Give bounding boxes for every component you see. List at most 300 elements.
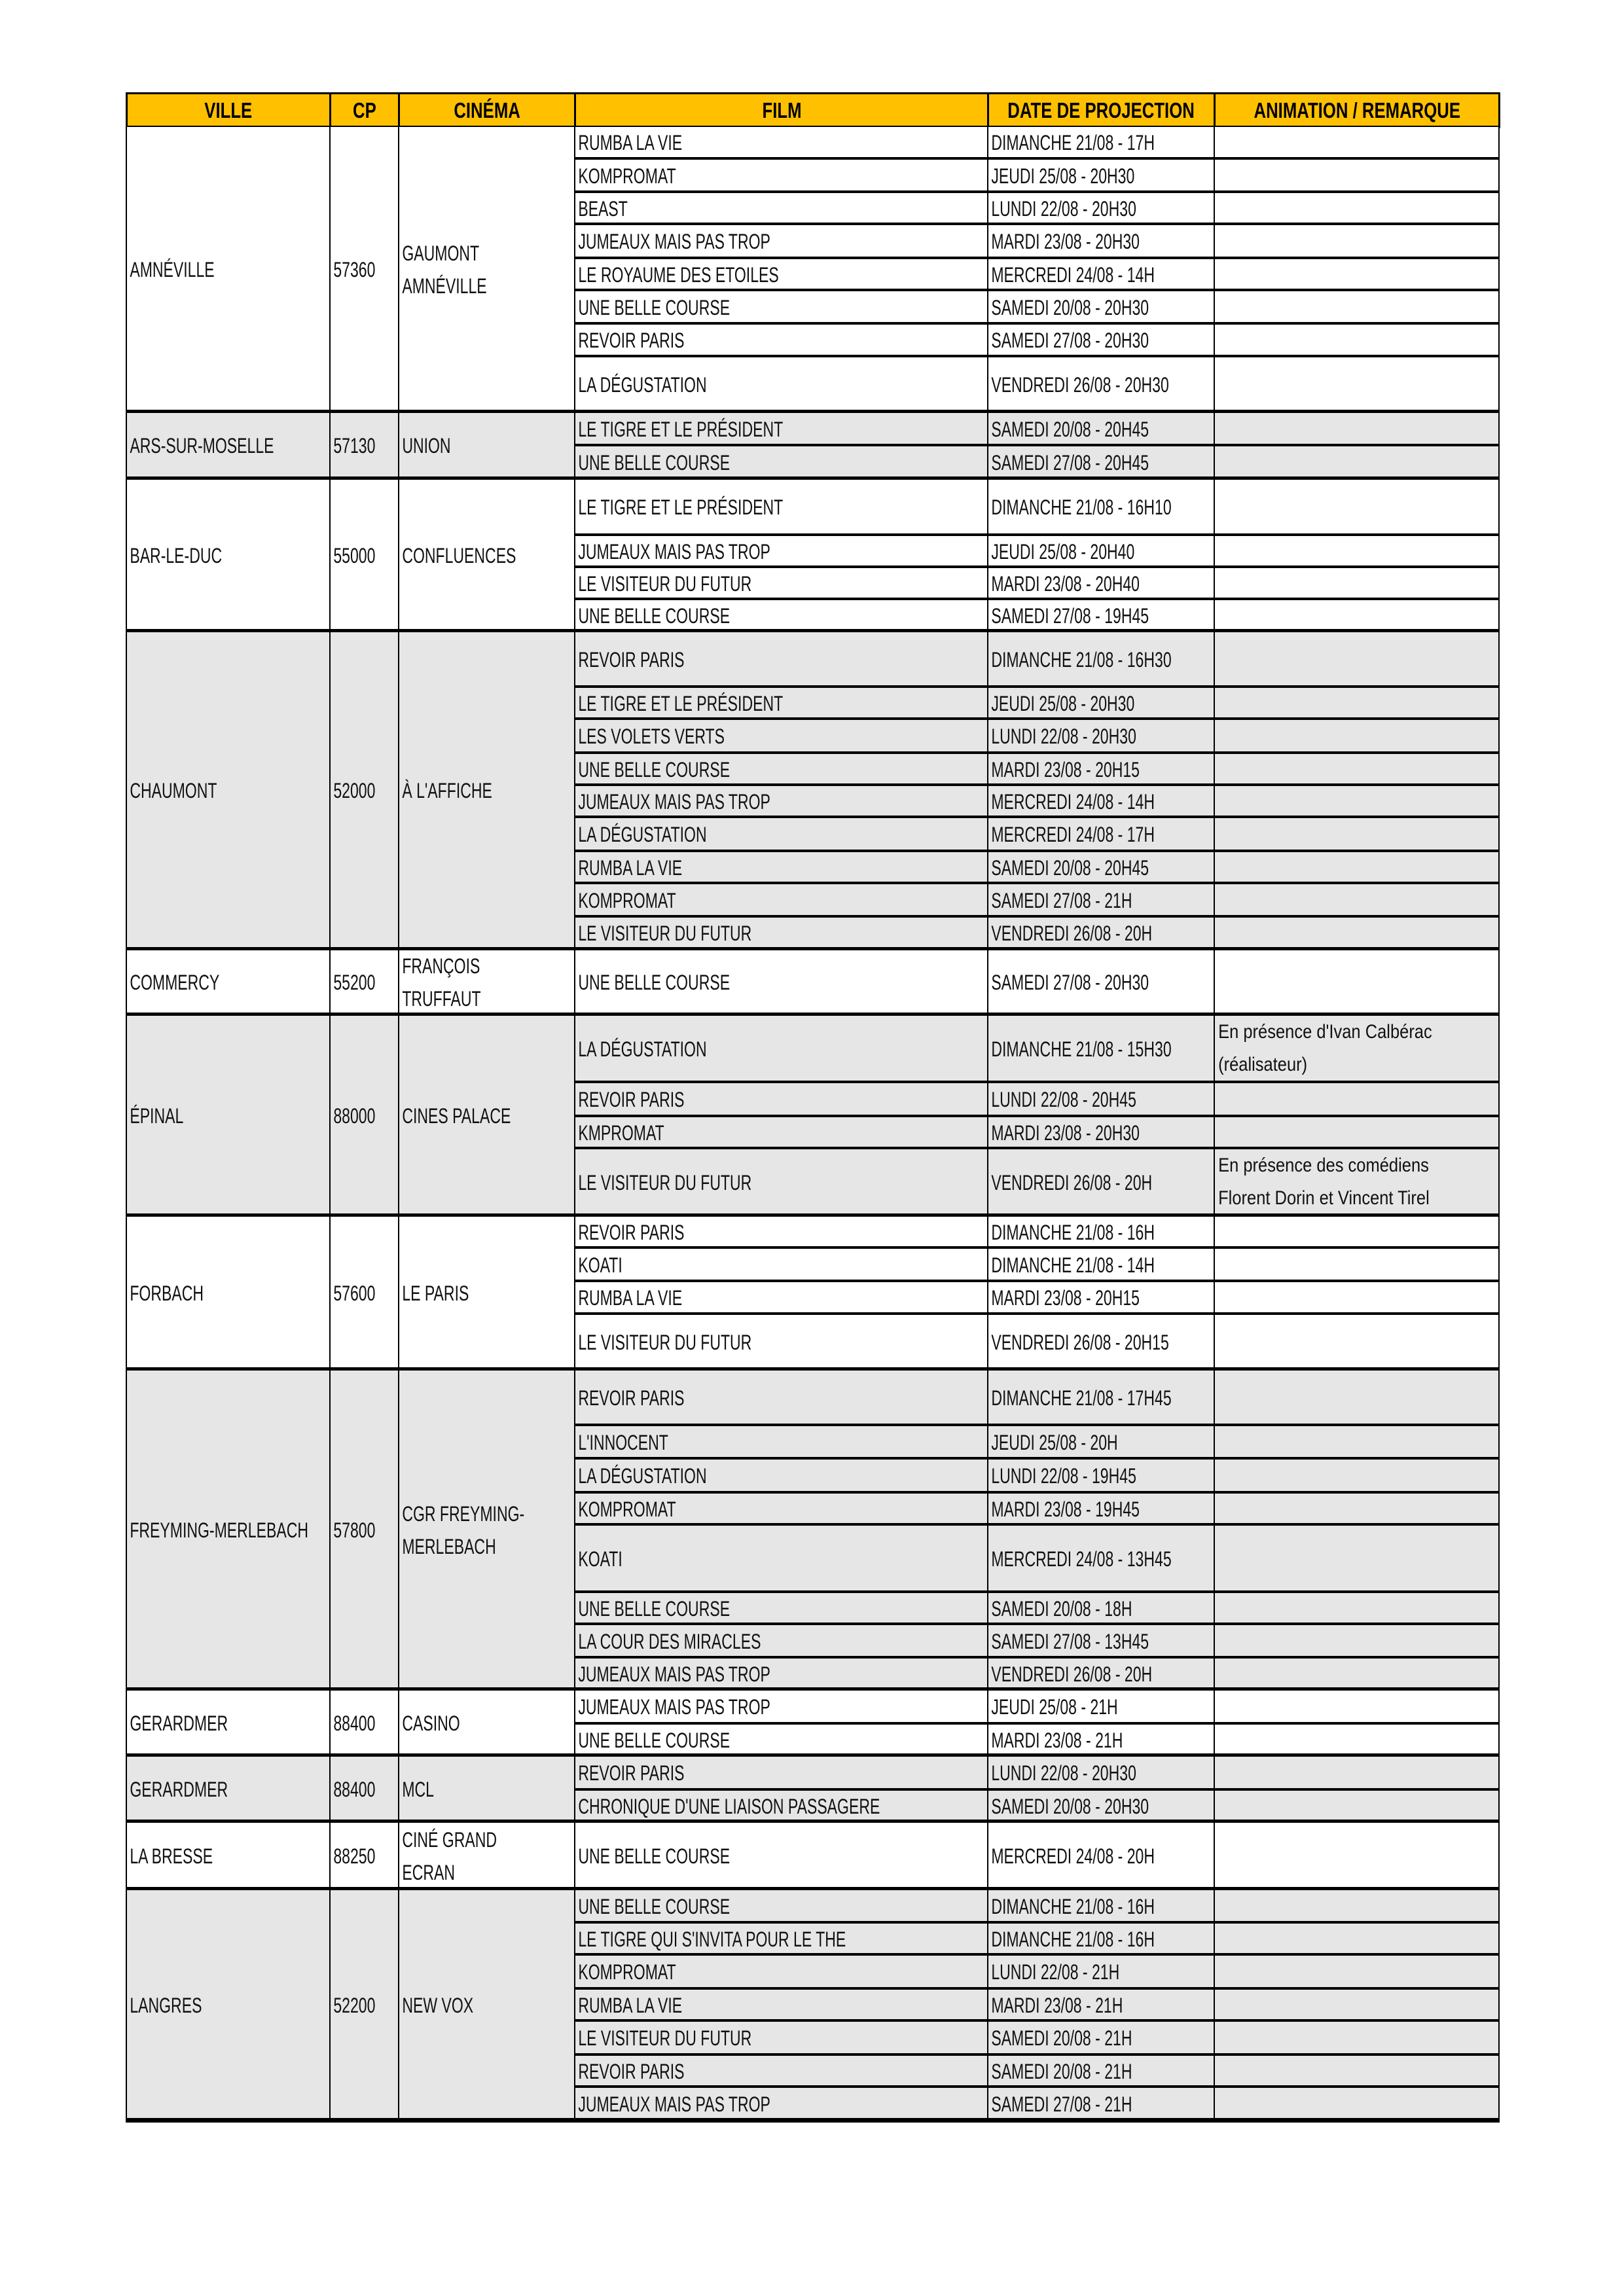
cinema-cell bbox=[398, 412, 575, 480]
film-cell-text: KOMPROMAT bbox=[578, 164, 676, 188]
date-cell-text: VENDREDI 26/08 - 20H30 bbox=[991, 372, 1169, 397]
film-cell-text: LES VOLETS VERTS bbox=[578, 725, 725, 748]
date-cell-text: SAMEDI 20/08 - 18H bbox=[991, 1596, 1132, 1621]
date-cell-text: MERCREDI 24/08 - 20H bbox=[991, 1844, 1155, 1868]
remarque-cell bbox=[1214, 2087, 1500, 2121]
remarque-cell bbox=[1214, 1789, 1500, 1823]
remarque-cell bbox=[1214, 1821, 1500, 1890]
film-cell-text: KOATI bbox=[578, 1547, 623, 1571]
film-cell bbox=[574, 1492, 988, 1526]
date-cell-text: MARDI 23/08 - 21H bbox=[991, 1728, 1123, 1752]
remarque-cell bbox=[1214, 753, 1500, 786]
remarque-cell bbox=[1214, 949, 1500, 1016]
date-cell-text: SAMEDI 27/08 - 19H45 bbox=[991, 603, 1149, 628]
date-cell-text: MARDI 23/08 - 20H40 bbox=[991, 571, 1140, 596]
ville-cell-text: LA BRESSE bbox=[130, 1844, 213, 1868]
cinema-cell bbox=[398, 1014, 575, 1217]
remarque-cell bbox=[1214, 785, 1500, 818]
remarque-cell bbox=[1214, 1524, 1500, 1593]
cp-cell-text: 52000 bbox=[333, 779, 376, 802]
remarque-cell bbox=[1214, 599, 1500, 632]
date-cell bbox=[987, 1524, 1215, 1593]
date-cell-text: MARDI 23/08 - 20H15 bbox=[991, 1286, 1140, 1310]
film-cell-text: LE TIGRE ET LE PRÉSIDENT bbox=[578, 495, 784, 519]
remarque-cell bbox=[1214, 631, 1500, 688]
remarque-cell bbox=[1214, 1723, 1500, 1757]
ville-cell bbox=[126, 1821, 331, 1890]
film-cell-text: JUMEAUX MAIS PAS TROP bbox=[578, 2092, 770, 2116]
cp-cell bbox=[329, 412, 399, 480]
remarque-cell bbox=[1214, 1116, 1500, 1149]
remarque-cell bbox=[1214, 1492, 1500, 1526]
remarque-cell bbox=[1214, 851, 1500, 884]
date-cell bbox=[987, 1657, 1215, 1691]
date-cell bbox=[987, 1755, 1215, 1791]
film-cell-text: REVOIR PARIS bbox=[578, 1761, 685, 1785]
ville-cell-text: AMNÉVILLE bbox=[130, 257, 215, 281]
date-cell bbox=[987, 1014, 1215, 1083]
film-cell-text: UNE BELLE COURSE bbox=[578, 1894, 731, 1918]
date-cell bbox=[987, 478, 1215, 536]
date-cell bbox=[987, 1988, 1215, 2022]
date-cell-text: SAMEDI 27/08 - 20H45 bbox=[991, 450, 1149, 475]
date-cell-text: LUNDI 22/08 - 20H30 bbox=[991, 196, 1136, 221]
film-cell-text: LA DÉGUSTATION bbox=[578, 1037, 707, 1061]
date-cell-text: VENDREDI 26/08 - 20H15 bbox=[991, 1330, 1169, 1354]
film-cell-text: KOMPROMAT bbox=[578, 1960, 676, 1984]
remarque-cell bbox=[1214, 1281, 1500, 1315]
film-cell-text: JUMEAUX MAIS PAS TROP bbox=[578, 1662, 770, 1686]
date-cell-text: LUNDI 22/08 - 21H bbox=[991, 1960, 1120, 1984]
date-cell-text: DIMANCHE 21/08 - 16H bbox=[991, 1220, 1155, 1244]
date-cell bbox=[987, 599, 1215, 632]
date-cell-text: SAMEDI 20/08 - 20H30 bbox=[991, 1794, 1149, 1818]
remarque-cell-text: En présence des comédiens Florent Dorin et Vincent Tirel bbox=[1218, 1155, 1430, 1209]
film-cell bbox=[574, 1624, 988, 1659]
date-cell bbox=[987, 1148, 1215, 1217]
film-cell bbox=[574, 2054, 988, 2088]
date-cell-text: DIMANCHE 21/08 - 16H30 bbox=[991, 647, 1172, 672]
header-film bbox=[574, 92, 989, 128]
date-cell-text: MERCREDI 24/08 - 13H45 bbox=[991, 1547, 1172, 1571]
date-cell-text: SAMEDI 20/08 - 20H45 bbox=[991, 855, 1149, 880]
film-cell-text: LE VISITEUR DU FUTUR bbox=[578, 571, 752, 596]
remarque-cell-text: En présence d'Ivan Calbérac (réalisateur) bbox=[1218, 1021, 1432, 1075]
date-cell-text: SAMEDI 27/08 - 21H bbox=[991, 888, 1132, 912]
date-cell bbox=[987, 1624, 1215, 1659]
cp-cell-text: 55200 bbox=[333, 971, 376, 994]
date-cell-text: JEUDI 25/08 - 20H30 bbox=[991, 164, 1135, 188]
date-cell-text: DIMANCHE 21/08 - 16H bbox=[991, 1894, 1155, 1918]
film-cell bbox=[574, 535, 988, 568]
cinema-cell-text: GAUMONT AMNÉVILLE bbox=[402, 241, 487, 298]
date-cell bbox=[987, 785, 1215, 818]
date-cell bbox=[987, 1247, 1215, 1282]
film-cell bbox=[574, 1988, 988, 2022]
header-cp-label: CP bbox=[353, 98, 376, 122]
ville-cell bbox=[126, 478, 331, 632]
remarque-cell bbox=[1214, 1369, 1500, 1426]
cp-cell bbox=[329, 126, 399, 413]
cinema-cell-text: LE PARIS bbox=[402, 1281, 469, 1305]
remarque-cell bbox=[1214, 817, 1500, 852]
film-cell-text: BEAST bbox=[578, 196, 628, 221]
date-cell bbox=[987, 1425, 1215, 1460]
date-cell-text: JEUDI 25/08 - 21H bbox=[991, 1695, 1118, 1719]
remarque-cell bbox=[1214, 1148, 1500, 1217]
remarque-cell bbox=[1214, 158, 1500, 193]
cinema-cell bbox=[398, 949, 575, 1016]
ville-cell bbox=[126, 631, 331, 950]
remarque-cell bbox=[1214, 445, 1500, 480]
film-cell bbox=[574, 1889, 988, 1924]
film-cell-text: JUMEAUX MAIS PAS TROP bbox=[578, 230, 770, 253]
film-cell-text: UNE BELLE COURSE bbox=[578, 971, 731, 994]
date-cell bbox=[987, 1689, 1215, 1725]
film-cell bbox=[574, 599, 988, 632]
film-cell bbox=[574, 478, 988, 536]
date-cell bbox=[987, 567, 1215, 600]
remarque-cell bbox=[1214, 1657, 1500, 1691]
film-cell bbox=[574, 158, 988, 193]
film-cell-text: REVOIR PARIS bbox=[578, 647, 685, 672]
date-cell bbox=[987, 445, 1215, 480]
header-cinema bbox=[398, 92, 576, 128]
remarque-cell bbox=[1214, 883, 1500, 918]
cinema-cell-text: NEW VOX bbox=[402, 1993, 474, 2017]
remarque-cell bbox=[1214, 1689, 1500, 1725]
cinema-cell bbox=[398, 126, 575, 413]
date-cell bbox=[987, 290, 1215, 325]
remarque-cell bbox=[1214, 1215, 1500, 1249]
film-cell-text: KOMPROMAT bbox=[578, 1497, 676, 1521]
film-cell-text: LE VISITEUR DU FUTUR bbox=[578, 2026, 752, 2050]
date-cell bbox=[987, 126, 1215, 160]
date-cell bbox=[987, 883, 1215, 918]
ville-cell bbox=[126, 1755, 331, 1823]
cp-cell-text: 88400 bbox=[333, 1777, 376, 1801]
remarque-cell bbox=[1214, 1592, 1500, 1625]
ville-cell bbox=[126, 1369, 331, 1691]
film-cell bbox=[574, 1247, 988, 1282]
cp-cell bbox=[329, 1215, 399, 1371]
film-cell bbox=[574, 883, 988, 918]
film-cell-text: UNE BELLE COURSE bbox=[578, 1844, 731, 1868]
remarque-cell bbox=[1214, 1988, 1500, 2022]
date-cell bbox=[987, 258, 1215, 291]
film-cell-text: REVOIR PARIS bbox=[578, 2059, 685, 2083]
film-cell-text: REVOIR PARIS bbox=[578, 1386, 685, 1410]
film-cell-text: JUMEAUX MAIS PAS TROP bbox=[578, 789, 770, 814]
cp-cell-text: 57130 bbox=[333, 434, 376, 457]
film-cell bbox=[574, 687, 988, 720]
film-cell bbox=[574, 567, 988, 600]
film-cell bbox=[574, 290, 988, 325]
film-cell-text: UNE BELLE COURSE bbox=[578, 1596, 731, 1621]
film-cell-text: LA DÉGUSTATION bbox=[578, 372, 707, 397]
date-cell bbox=[987, 1082, 1215, 1117]
date-cell-text: MARDI 23/08 - 20H30 bbox=[991, 230, 1140, 253]
ville-cell bbox=[126, 1689, 331, 1757]
ville-cell-text: GERARDMER bbox=[130, 1711, 228, 1735]
date-cell bbox=[987, 1821, 1215, 1890]
remarque-cell bbox=[1214, 224, 1500, 259]
date-cell-text: DIMANCHE 21/08 - 15H30 bbox=[991, 1037, 1172, 1061]
cp-cell bbox=[329, 478, 399, 632]
film-cell-text: LE VISITEUR DU FUTUR bbox=[578, 1330, 752, 1354]
date-cell-text: DIMANCHE 21/08 - 16H10 bbox=[991, 495, 1172, 519]
date-cell bbox=[987, 1954, 1215, 1990]
cinema-cell-text: FRANÇOIS TRUFFAUT bbox=[402, 954, 481, 1011]
cp-cell bbox=[329, 1821, 399, 1890]
film-cell-text: LA DÉGUSTATION bbox=[578, 1464, 707, 1488]
date-cell bbox=[987, 2087, 1215, 2121]
film-cell bbox=[574, 1657, 988, 1691]
date-cell-text: DIMANCHE 21/08 - 17H45 bbox=[991, 1386, 1172, 1410]
film-cell-text: RUMBA LA VIE bbox=[578, 1286, 683, 1310]
remarque-cell bbox=[1214, 478, 1500, 536]
remarque-cell bbox=[1214, 535, 1500, 568]
film-cell bbox=[574, 719, 988, 754]
film-cell bbox=[574, 1281, 988, 1315]
date-cell-text: LUNDI 22/08 - 20H30 bbox=[991, 1761, 1136, 1785]
date-cell-text: JEUDI 25/08 - 20H40 bbox=[991, 539, 1135, 564]
date-cell bbox=[987, 224, 1215, 259]
remarque-cell bbox=[1214, 567, 1500, 600]
cinema-cell-text: CONFLUENCES bbox=[402, 543, 516, 567]
film-cell bbox=[574, 785, 988, 818]
header-ville-label: VILLE bbox=[204, 98, 253, 122]
cp-cell bbox=[329, 1014, 399, 1217]
date-cell-text: MARDI 23/08 - 21H bbox=[991, 1993, 1123, 2017]
cinema-cell-text: À L'AFFICHE bbox=[402, 779, 492, 802]
film-cell bbox=[574, 445, 988, 480]
cp-cell bbox=[329, 1689, 399, 1757]
film-cell bbox=[574, 1755, 988, 1791]
date-cell bbox=[987, 535, 1215, 568]
remarque-cell bbox=[1214, 2054, 1500, 2088]
film-cell-text: REVOIR PARIS bbox=[578, 1088, 685, 1111]
ville-cell-text: FREYMING-MERLEBACH bbox=[130, 1518, 308, 1542]
film-cell-text: UNE BELLE COURSE bbox=[578, 1728, 731, 1752]
date-cell bbox=[987, 1723, 1215, 1757]
cinema-cell bbox=[398, 1889, 575, 2121]
header-cinema-label: CINÉMA bbox=[454, 98, 520, 122]
ville-cell bbox=[126, 412, 331, 480]
film-cell bbox=[574, 1524, 988, 1593]
cp-cell-text: 88250 bbox=[333, 1844, 376, 1868]
date-cell bbox=[987, 753, 1215, 786]
film-cell-text: LE TIGRE ET LE PRÉSIDENT bbox=[578, 691, 784, 715]
remarque-cell bbox=[1214, 1954, 1500, 1990]
film-cell bbox=[574, 916, 988, 950]
remarque-cell bbox=[1214, 719, 1500, 754]
date-cell-text: SAMEDI 20/08 - 21H bbox=[991, 2059, 1132, 2083]
cinema-cell-text: CGR FREYMING- MERLEBACH bbox=[402, 1501, 525, 1558]
film-cell-text: REVOIR PARIS bbox=[578, 329, 685, 352]
film-cell bbox=[574, 1689, 988, 1725]
film-cell bbox=[574, 1369, 988, 1426]
film-cell-text: LE VISITEUR DU FUTUR bbox=[578, 922, 752, 945]
film-cell bbox=[574, 192, 988, 225]
film-cell bbox=[574, 323, 988, 357]
ville-cell bbox=[126, 1215, 331, 1371]
film-cell bbox=[574, 851, 988, 884]
date-cell bbox=[987, 1281, 1215, 1315]
date-cell bbox=[987, 631, 1215, 688]
group-divider bbox=[126, 2118, 1500, 2123]
date-cell-text: MERCREDI 24/08 - 14H bbox=[991, 789, 1155, 814]
date-cell-text: MARDI 23/08 - 20H15 bbox=[991, 757, 1140, 781]
film-cell bbox=[574, 126, 988, 160]
remarque-cell bbox=[1214, 258, 1500, 291]
film-cell bbox=[574, 753, 988, 786]
remarque-cell bbox=[1214, 192, 1500, 225]
film-cell bbox=[574, 1954, 988, 1990]
date-cell-text: JEUDI 25/08 - 20H bbox=[991, 1430, 1118, 1454]
film-cell bbox=[574, 949, 988, 1016]
film-cell-text: KMPROMAT bbox=[578, 1121, 664, 1145]
date-cell-text: MARDI 23/08 - 19H45 bbox=[991, 1497, 1140, 1521]
date-cell-text: VENDREDI 26/08 - 20H bbox=[991, 1662, 1153, 1686]
film-cell bbox=[574, 631, 988, 688]
film-cell bbox=[574, 1821, 988, 1890]
header-date bbox=[987, 92, 1216, 128]
remarque-cell bbox=[1214, 1458, 1500, 1494]
film-cell bbox=[574, 2020, 988, 2056]
date-cell-text: LUNDI 22/08 - 20H30 bbox=[991, 725, 1136, 748]
ville-cell bbox=[126, 1014, 331, 1217]
remarque-cell bbox=[1214, 290, 1500, 325]
film-cell bbox=[574, 1723, 988, 1757]
cp-cell bbox=[329, 949, 399, 1016]
date-cell bbox=[987, 719, 1215, 754]
date-cell bbox=[987, 1314, 1215, 1371]
cp-cell-text: 57800 bbox=[333, 1518, 376, 1542]
header-film-label: FILM bbox=[761, 98, 802, 122]
date-cell-text: LUNDI 22/08 - 19H45 bbox=[991, 1464, 1136, 1488]
date-cell bbox=[987, 1922, 1215, 1956]
cinema-cell bbox=[398, 1369, 575, 1691]
header-cp bbox=[329, 92, 400, 128]
date-cell bbox=[987, 2020, 1215, 2056]
film-cell bbox=[574, 412, 988, 446]
date-cell bbox=[987, 916, 1215, 950]
date-cell bbox=[987, 1369, 1215, 1426]
date-cell-text: DIMANCHE 21/08 - 14H bbox=[991, 1253, 1155, 1277]
film-cell-text: LE VISITEUR DU FUTUR bbox=[578, 1170, 752, 1194]
film-cell-text: KOMPROMAT bbox=[578, 888, 676, 912]
cinema-cell bbox=[398, 1689, 575, 1757]
date-cell-text: SAMEDI 27/08 - 20H30 bbox=[991, 329, 1149, 352]
film-cell bbox=[574, 224, 988, 259]
date-cell bbox=[987, 2054, 1215, 2088]
cp-cell bbox=[329, 1889, 399, 2121]
remarque-cell bbox=[1214, 916, 1500, 950]
film-cell-text: RUMBA LA VIE bbox=[578, 131, 683, 154]
header-ville bbox=[126, 92, 331, 128]
film-cell bbox=[574, 1148, 988, 1217]
cinema-cell bbox=[398, 478, 575, 632]
film-cell bbox=[574, 1592, 988, 1625]
remarque-cell bbox=[1214, 1082, 1500, 1117]
film-cell bbox=[574, 817, 988, 852]
remarque-cell bbox=[1214, 1314, 1500, 1371]
cp-cell bbox=[329, 631, 399, 950]
film-cell-text: LE ROYAUME DES ETOILES bbox=[578, 262, 779, 287]
film-cell-text: JUMEAUX MAIS PAS TROP bbox=[578, 1695, 770, 1719]
date-cell-text: MERCREDI 24/08 - 14H bbox=[991, 262, 1155, 287]
date-cell-text: SAMEDI 27/08 - 21H bbox=[991, 2092, 1132, 2116]
date-cell bbox=[987, 1789, 1215, 1823]
film-cell bbox=[574, 258, 988, 291]
film-cell bbox=[574, 1922, 988, 1956]
cp-cell bbox=[329, 1369, 399, 1691]
remarque-cell bbox=[1214, 1247, 1500, 1282]
cinema-cell-text: CASINO bbox=[402, 1711, 460, 1735]
remarque-cell bbox=[1214, 1624, 1500, 1659]
ville-cell-text: ÉPINAL bbox=[130, 1103, 184, 1128]
film-cell-text: UNE BELLE COURSE bbox=[578, 603, 731, 628]
ville-cell bbox=[126, 1889, 331, 2121]
date-cell bbox=[987, 1592, 1215, 1625]
remarque-cell bbox=[1214, 2020, 1500, 2056]
remarque-cell bbox=[1214, 126, 1500, 160]
cp-cell bbox=[329, 1755, 399, 1823]
date-cell-text: JEUDI 25/08 - 20H30 bbox=[991, 691, 1135, 715]
cinema-cell-text: MCL bbox=[402, 1777, 434, 1801]
cinema-cell-text: CINES PALACE bbox=[402, 1103, 511, 1128]
cinema-cell bbox=[398, 1755, 575, 1823]
film-cell bbox=[574, 2087, 988, 2121]
date-cell-text: DIMANCHE 21/08 - 17H bbox=[991, 131, 1155, 154]
film-cell-text: REVOIR PARIS bbox=[578, 1220, 685, 1244]
film-cell bbox=[574, 1082, 988, 1117]
date-cell-text: SAMEDI 27/08 - 13H45 bbox=[991, 1629, 1149, 1653]
cinema-cell bbox=[398, 631, 575, 950]
film-cell bbox=[574, 1116, 988, 1149]
date-cell bbox=[987, 949, 1215, 1016]
film-cell bbox=[574, 1215, 988, 1249]
header-remarque bbox=[1214, 92, 1500, 128]
cp-cell-text: 88400 bbox=[333, 1711, 376, 1735]
cp-cell-text: 57360 bbox=[333, 257, 376, 281]
remarque-cell bbox=[1214, 1922, 1500, 1956]
date-cell bbox=[987, 687, 1215, 720]
film-cell-text: UNE BELLE COURSE bbox=[578, 295, 731, 319]
cinema-cell bbox=[398, 1821, 575, 1890]
date-cell-text: SAMEDI 20/08 - 20H30 bbox=[991, 295, 1149, 319]
ville-cell-text: ARS-SUR-MOSELLE bbox=[130, 434, 274, 457]
cinema-cell bbox=[398, 1215, 575, 1371]
date-cell-text: LUNDI 22/08 - 20H45 bbox=[991, 1088, 1136, 1111]
date-cell bbox=[987, 323, 1215, 357]
cinema-cell-text: UNION bbox=[402, 434, 451, 457]
film-cell-text: LA COUR DES MIRACLES bbox=[578, 1629, 761, 1653]
film-cell bbox=[574, 1789, 988, 1823]
remarque-cell bbox=[1214, 356, 1500, 413]
film-cell-text: RUMBA LA VIE bbox=[578, 1993, 683, 2017]
ville-cell bbox=[126, 949, 331, 1016]
date-cell-text: SAMEDI 20/08 - 21H bbox=[991, 2026, 1132, 2050]
remarque-cell bbox=[1214, 687, 1500, 720]
film-cell-text: LA DÉGUSTATION bbox=[578, 823, 707, 846]
cp-cell-text: 52200 bbox=[333, 1993, 376, 2017]
remarque-cell bbox=[1214, 412, 1500, 446]
header-date-label: DATE DE PROJECTION bbox=[1007, 98, 1195, 122]
ville-cell-text: BAR-LE-DUC bbox=[130, 543, 223, 567]
film-cell-text: L'INNOCENT bbox=[578, 1430, 668, 1454]
